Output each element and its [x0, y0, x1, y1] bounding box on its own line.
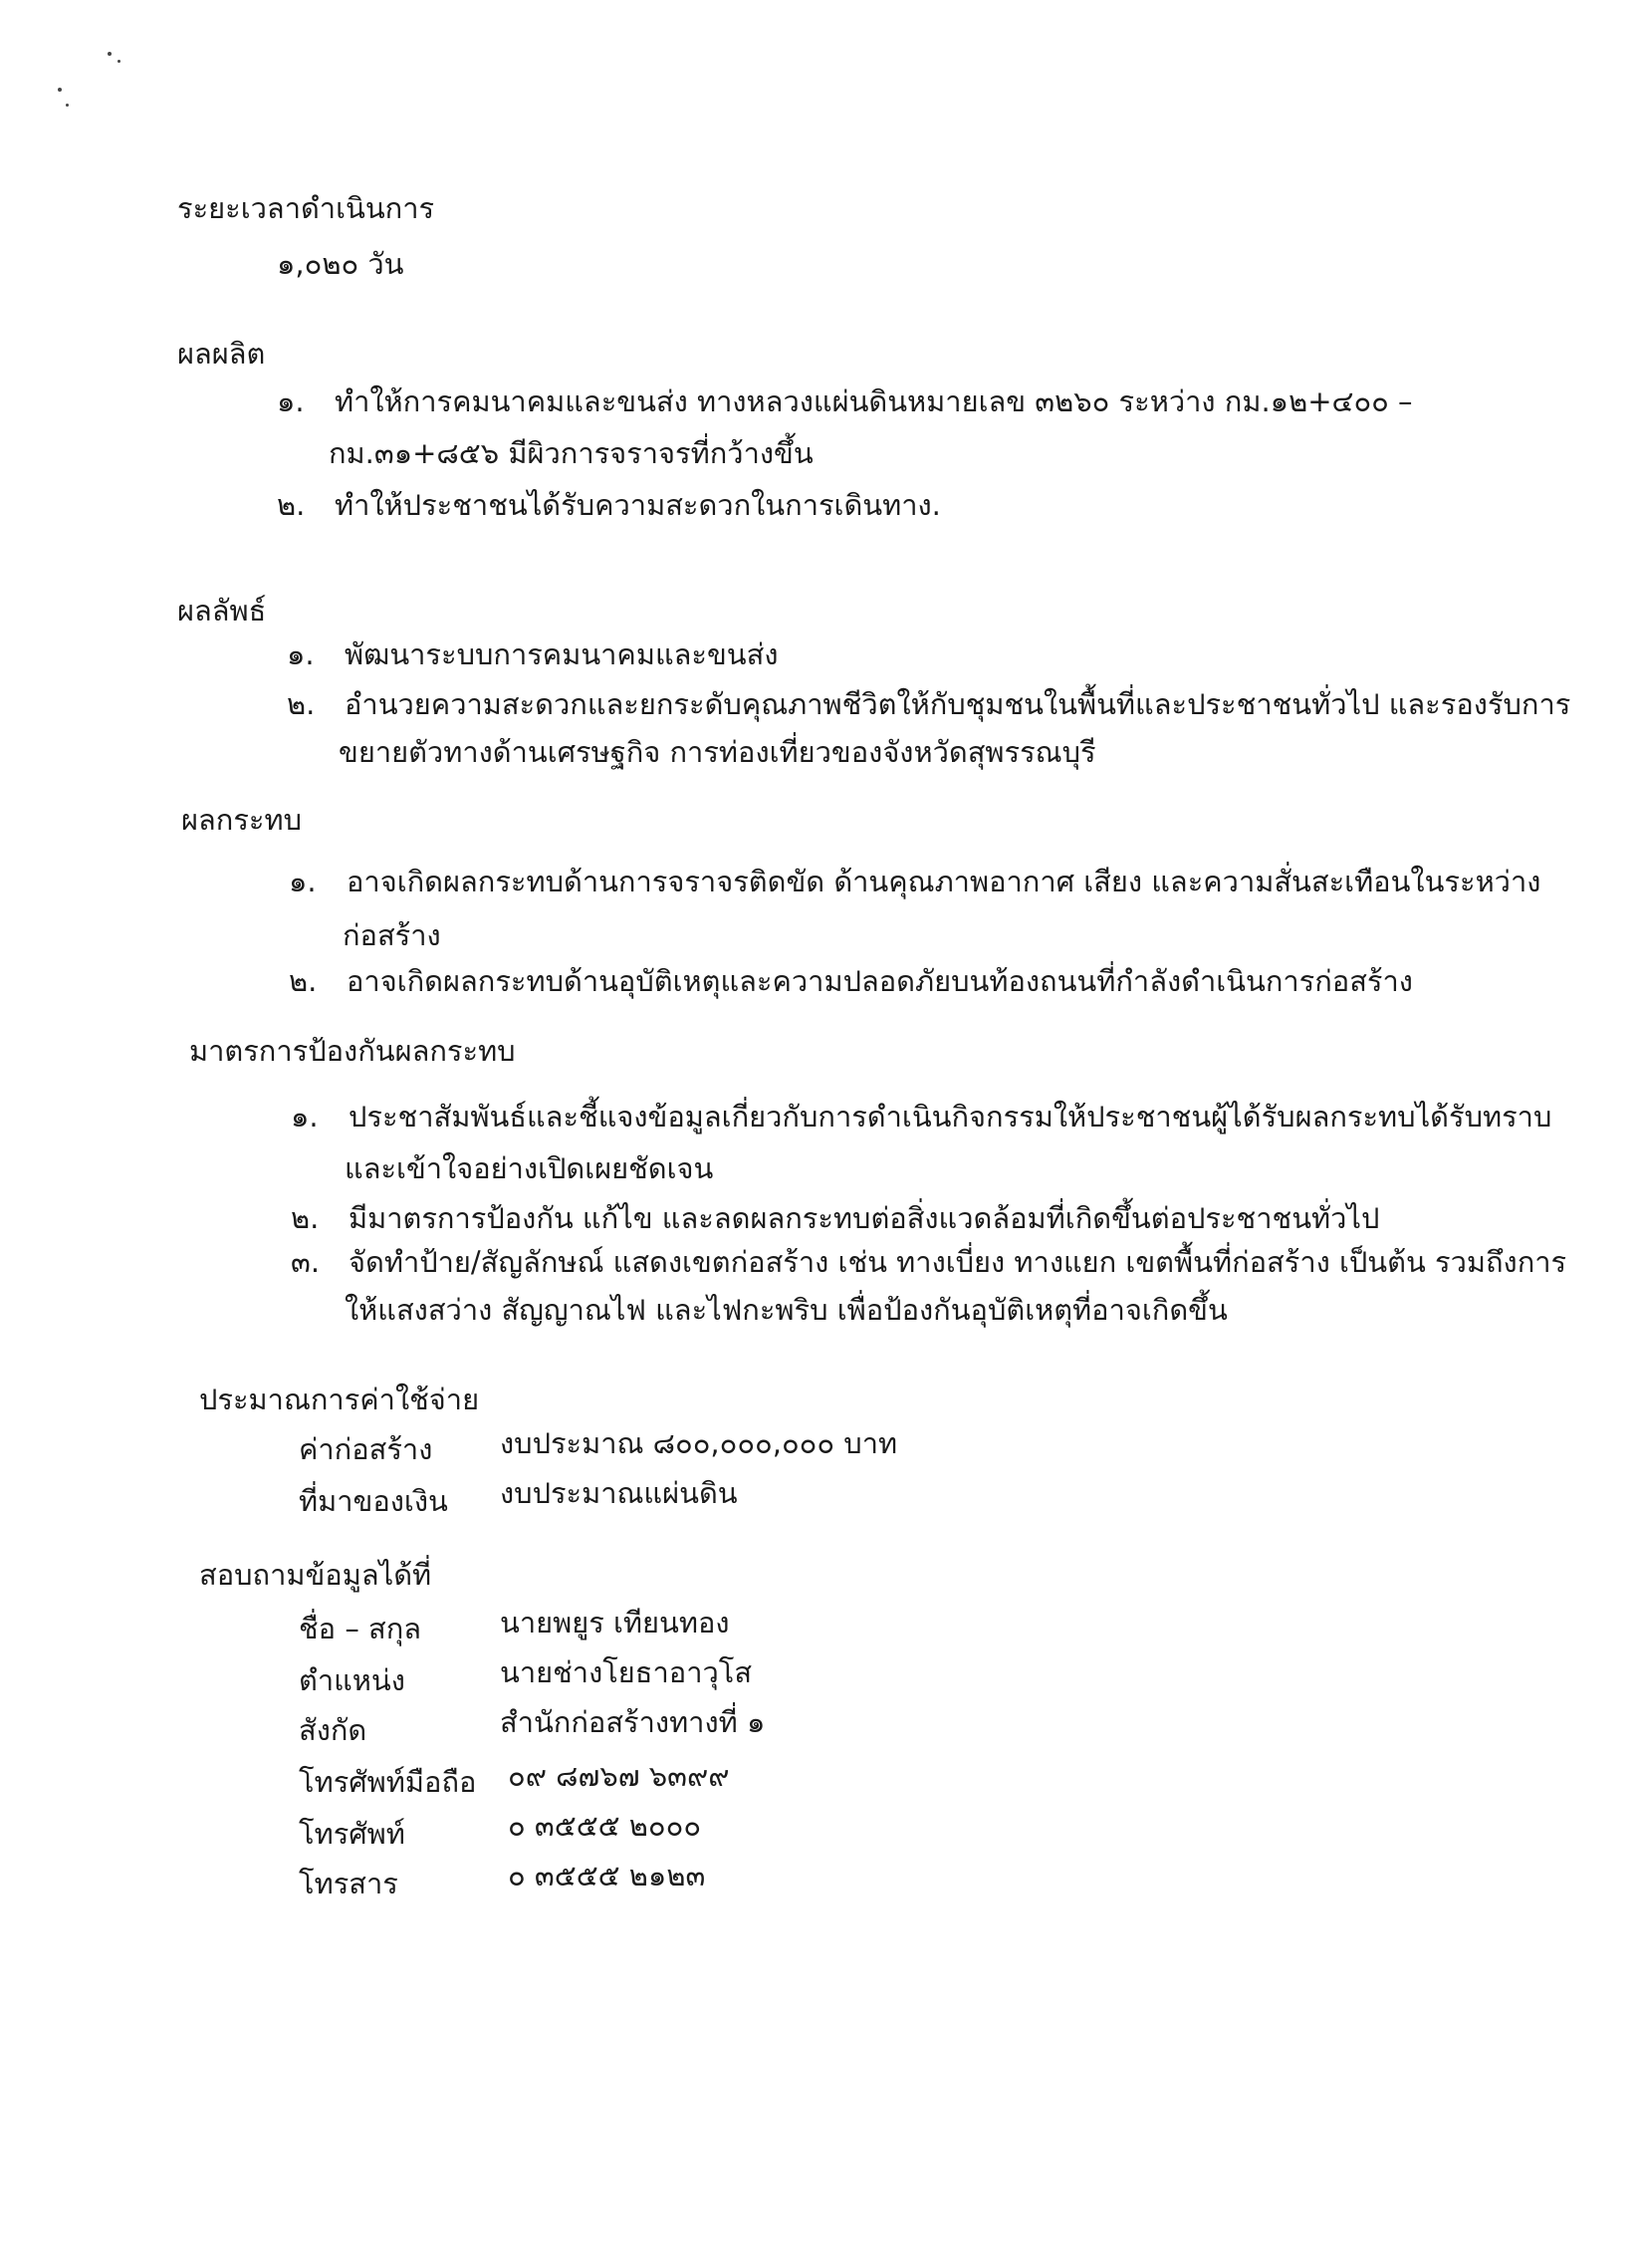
impacts-heading: ผลกระทบ	[181, 803, 302, 837]
outcomes-item-2	[287, 681, 1570, 727]
contact-mobile-value: ๐๙ ๘๗๖๗ ๖๓๙๙	[508, 1759, 730, 1793]
measures-item-3	[291, 1239, 1566, 1285]
scan-speck	[58, 88, 62, 92]
item-number: ๑.	[277, 384, 305, 418]
item-text: จัดทำป้าย/สัญลักษณ์ แสดงเขตก่อสร้าง เช่น ทางเบี่ยง ทางแยก เขตพื้นที่ก่อสร้าง เป็นต้น รวมถึงการ	[349, 1245, 1567, 1279]
impacts-item-1-continuation: ก่อสร้าง	[343, 918, 441, 952]
outputs-item-1	[277, 378, 1413, 424]
budget-construction-cost-label: ค่าก่อสร้าง	[299, 1432, 433, 1466]
item-number: ๒.	[289, 964, 318, 998]
contact-mobile-label: โทรศัพท์มือถือ	[299, 1765, 477, 1799]
item-text: ประชาสัมพันธ์และชี้แจงข้อมูลเกี่ยวกับการดำเนินกิจกรรมให้ประชาชนผู้ได้รับผลกระทบได้รับทราบ	[349, 1100, 1552, 1134]
outputs-heading: ผลผลิต	[177, 337, 266, 371]
contact-position-value: นายช่างโยธาอาวุโส	[500, 1655, 753, 1689]
item-number: ๒.	[277, 488, 306, 522]
budget-heading: ประมาณการค่าใช้จ่าย	[199, 1383, 480, 1416]
item-number: ๑.	[291, 1100, 319, 1134]
item-text: ทำให้การคมนาคมและขนส่ง ทางหลวงแผ่นดินหมายเลข ๓๒๖๐ ระหว่าง กม.๑๒+๔๐๐ –	[335, 384, 1413, 418]
impacts-item-2	[289, 958, 1413, 1004]
duration-value: ๑,๐๒๐ วัน	[277, 247, 404, 281]
scan-speck	[108, 52, 112, 56]
contact-position-label: ตำแหน่ง	[299, 1663, 405, 1697]
scan-speck	[66, 104, 69, 107]
contact-fax-label: โทรสาร	[299, 1867, 398, 1900]
outputs-item-1-continuation: กม.๓๑+๘๕๖ มีผิวการจราจรที่กว้างขึ้น	[329, 436, 814, 470]
scan-speck	[117, 60, 120, 63]
outcomes-item-2-continuation: ขยายตัวทางด้านเศรษฐกิจ การท่องเที่ยวของจังหวัดสุพรรณบุรี	[339, 735, 1096, 769]
measures-item-1	[291, 1094, 1551, 1139]
contact-name-label: ชื่อ – สกุล	[299, 1612, 422, 1645]
contact-affiliation-label: สังกัด	[299, 1713, 367, 1747]
measures-item-3-continuation: ให้แสงสว่าง สัญญาณไฟ และไฟกะพริบ เพื่อป้องกันอุบัติเหตุที่อาจเกิดขึ้น	[345, 1293, 1228, 1327]
item-text: มีมาตรการป้องกัน แก้ไข และลดผลกระทบต่อสิ่งแวดล้อมที่เกิดขึ้นต่อประชาชนทั่วไป	[349, 1201, 1380, 1235]
item-number: ๓.	[291, 1245, 321, 1279]
outcomes-heading: ผลลัพธ์	[177, 594, 267, 628]
contact-affiliation-value: สำนักก่อสร้างทางที่ ๑	[500, 1705, 766, 1739]
contact-fax-value: ๐ ๓๕๕๕ ๒๑๒๓	[508, 1859, 706, 1892]
budget-construction-cost-value: งบประมาณ ๘๐๐,๐๐๐,๐๐๐ บาท	[500, 1426, 898, 1460]
contact-name-value: นายพยูร เทียนทอง	[500, 1606, 730, 1639]
item-text: อำนวยความสะดวกและยกระดับคุณภาพชีวิตให้กับชุมชนในพื้นที่และประชาชนทั่วไป และรองรับการ	[345, 687, 1571, 721]
contact-phone-value: ๐ ๓๕๕๕ ๒๐๐๐	[508, 1809, 702, 1843]
item-text: อาจเกิดผลกระทบด้านอุบัติเหตุและความปลอดภัยบนท้องถนนที่กำลังดำเนินการก่อสร้าง	[347, 964, 1413, 998]
outputs-item-2	[277, 482, 941, 528]
budget-funding-source-label: ที่มาของเงิน	[299, 1484, 448, 1518]
contact-phone-label: โทรศัพท์	[299, 1817, 405, 1851]
measures-item-2	[291, 1195, 1379, 1241]
item-text: ทำให้ประชาชนได้รับความสะดวกในการเดินทาง.	[335, 488, 941, 522]
item-number: ๑.	[287, 637, 315, 671]
outcomes-item-1	[287, 631, 779, 677]
item-text: อาจเกิดผลกระทบด้านการจราจรติดขัด ด้านคุณภาพอากาศ เสียง และความสั่นสะเทือนในระหว่าง	[347, 865, 1541, 898]
budget-funding-source-value: งบประมาณแผ่นดิน	[500, 1476, 738, 1510]
measures-heading: มาตรการป้องกันผลกระทบ	[189, 1034, 516, 1068]
contact-heading: สอบถามข้อมูลได้ที่	[199, 1558, 432, 1592]
impacts-item-1	[289, 859, 1540, 904]
item-number: ๒.	[287, 687, 316, 721]
measures-item-1-continuation: และเข้าใจอย่างเปิดเผยชัดเจน	[345, 1151, 714, 1185]
item-number: ๒.	[291, 1201, 320, 1235]
duration-heading: ระยะเวลาดำเนินการ	[177, 191, 435, 225]
item-number: ๑.	[289, 865, 317, 898]
item-text: พัฒนาระบบการคมนาคมและขนส่ง	[345, 637, 779, 671]
